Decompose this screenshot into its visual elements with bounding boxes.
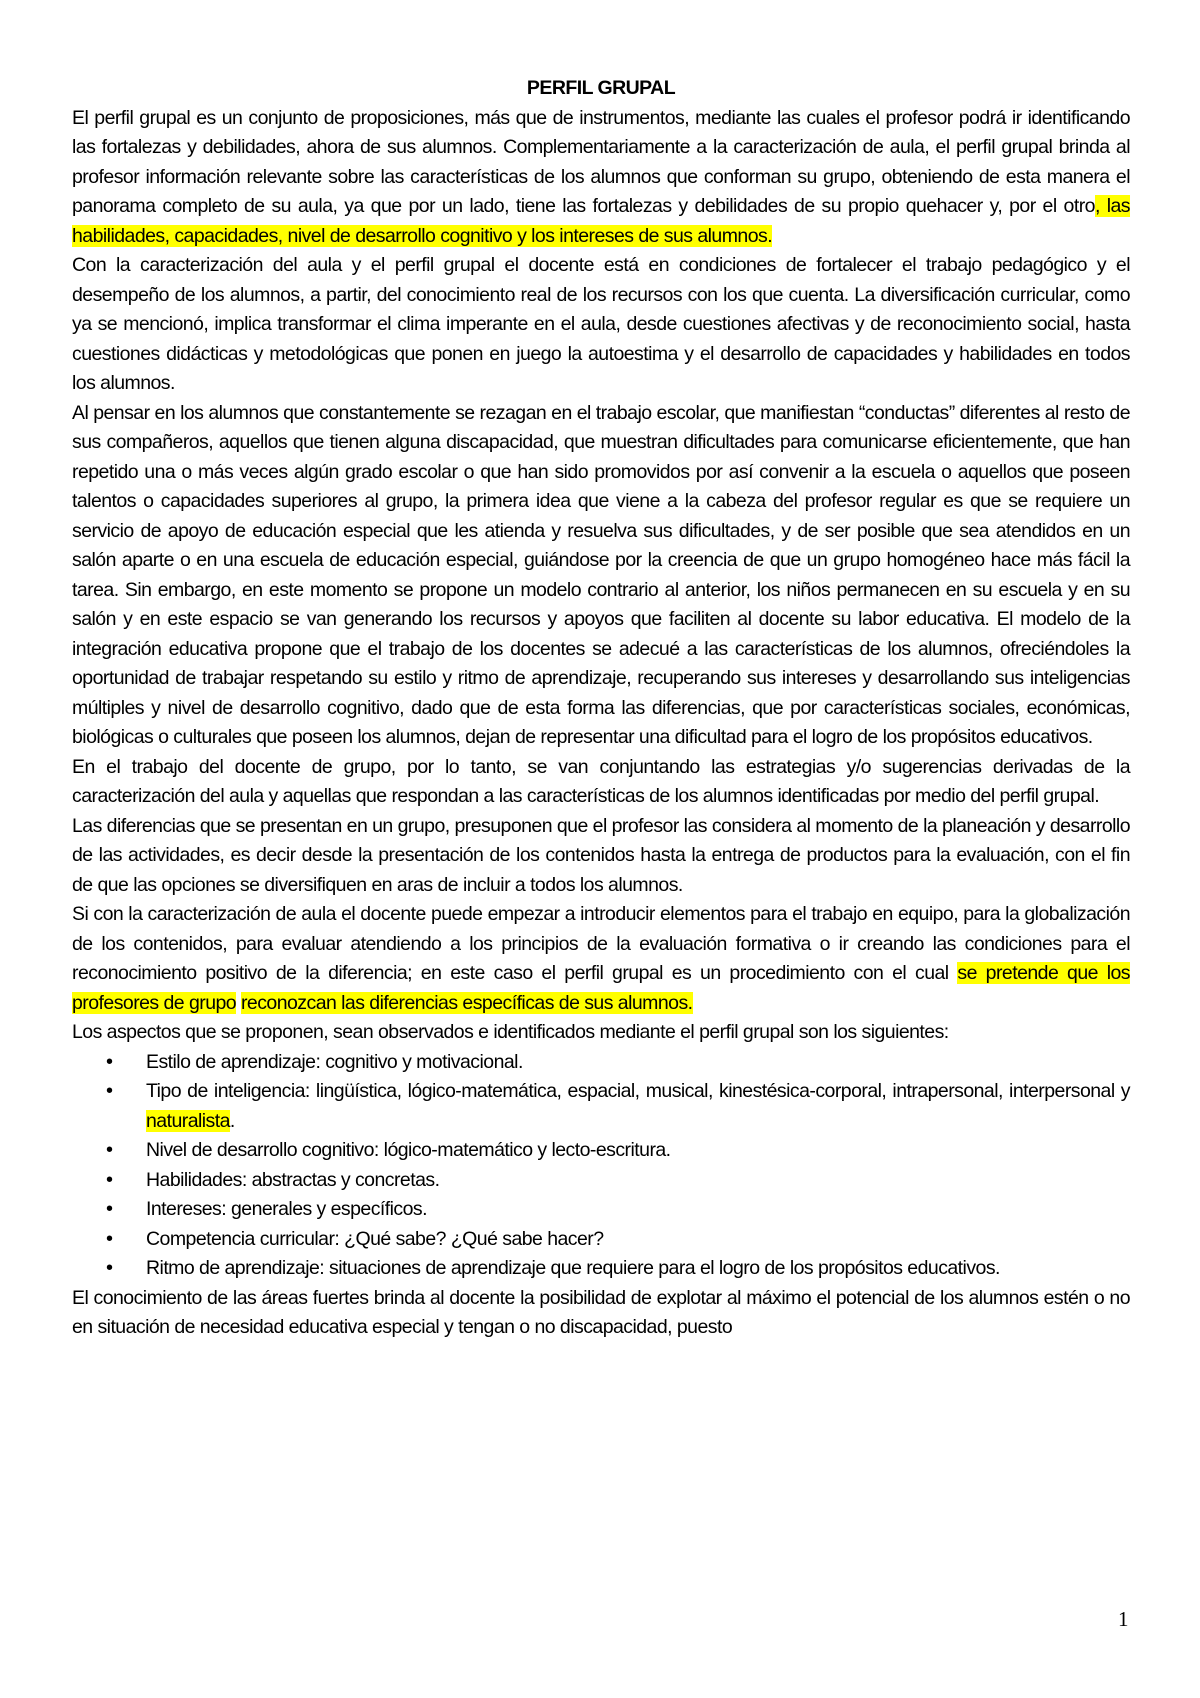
- paragraph-1: [72, 104, 1130, 252]
- list-item-text: Intereses: generales y específicos.: [146, 1198, 427, 1220]
- list-item: [72, 1048, 1130, 1078]
- paragraph-2: Con la caracterización del aula y el perfil grupal el docente está en condiciones de fortalecer el trabajo pedagógico y el desempeño de los alumnos, a partir, del conocimiento real de los recursos con los que cuenta. La diversificación curricular, como ya se mencionó, implica transformar el clima imperante en el aula, desde cuestiones afectivas y de reconocimiento social, hasta cuestiones didácticas y metodológicas que ponen en juego la autoestima y el desarrollo de capacidades y habilidades en todos los alumnos.: [72, 254, 1130, 394]
- document-page: [72, 74, 1130, 1343]
- list-item-text: Habilidades: abstractas y concretas.: [146, 1168, 440, 1191]
- list-item: [72, 1077, 1130, 1136]
- list-item: [72, 1225, 1130, 1255]
- paragraph-4: En el trabajo del docente de grupo, por lo tanto, se van conjuntando las estrategias y/o sugerencias derivadas de la caracterización del aula y aquellas que respondan a las características de los alumnos identificadas por medio del perfil grupal.: [72, 755, 1130, 807]
- highlighted-text: reconozcan las diferencias específicas de sus alumnos.: [240, 991, 693, 1014]
- bullet-icon: •: [106, 1168, 113, 1191]
- document-title: PERFIL GRUPAL: [526, 77, 676, 99]
- list-item-text: Competencia curricular: ¿Qué sabe? ¿Qué sabe hacer?: [146, 1227, 604, 1250]
- bullet-icon: •: [106, 1227, 113, 1250]
- list-item: [72, 1136, 1130, 1166]
- list-item-text: Estilo de aprendizaje: cognitivo y motivacional.: [146, 1050, 523, 1073]
- list-item: [72, 1254, 1130, 1284]
- bullet-icon: •: [106, 1257, 113, 1279]
- highlighted-text: , las habilidades, capacidades, nivel de desarrollo cognitivo y los intereses de sus alumnos.: [72, 195, 1130, 247]
- paragraph-1-text: El perfil grupal es un conjunto de proposiciones, más que de instrumentos, mediante las cuales el profesor podrá ir identificando las fortalezas y debilidades, ahora de sus alumnos. Complementariamente a la caracterización de aula, el perfil grupal brinda al profesor información relevante sobre las características de los alumnos que conforman su grupo, obteniendo de esta manera el panorama completo de su aula, ya que por un lado, tiene las fortalezas y debilidades de su propio quehacer y, por el otro: [72, 106, 1130, 217]
- paragraph-7: Los aspectos que se proponen, sean observados e identificados mediante el perfil grupal son los siguientes:: [72, 1021, 949, 1043]
- bullet-icon: •: [106, 1050, 113, 1073]
- paragraph-3: Al pensar en los alumnos que constantemente se rezagan en el trabajo escolar, que manifiestan “conductas” diferentes al resto de sus compañeros, aquellos que tienen alguna discapacidad, que muestran dificultades para comunicarse eficientemente, que han repetido una o más veces algún grado escolar o que han sido promovidos por así convenir a la escuela o aquellos que poseen talentos o capacidades superiores al grupo, la primera idea que viene a la cabeza del profesor regular es que se requiere un servicio de apoyo de educación especial que les atienda y resuelva sus dificultades, y de ser posible que sea atendidos en un salón aparte o en una escuela de educación especial, guiándose por la creencia de que un grupo homogéneo hace más fácil la tarea. Sin embargo, en este momento se propone un modelo contrario al anterior, los niños permanecen en su escuela y en su salón y en este espacio se van generando los recursos y apoyos que faciliten al docente su labor educativa. El modelo de la integración educativa propone que el trabajo de los docentes se adecué a las características de los alumnos, ofreciéndoles la oportunidad de trabajar respetando su estilo y ritmo de aprendizaje, recuperando sus intereses y desarrollando sus inteligencias múltiples y nivel de desarrollo cognitivo, dado que de esta forma las diferencias, que por características sociales, económicas, biológicas o culturales que poseen los alumnos, dejan de representar una dificultad para el logro de los propósitos educativos.: [72, 401, 1130, 748]
- list-item-text-end: .: [229, 1109, 235, 1132]
- paragraph-5: Las diferencias que se presentan en un grupo, presuponen que el profesor las considera al momento de la planeación y desarrollo de las actividades, es decir desde la presentación de los contenidos hasta la entrega de productos para la evaluación, con el fin de que las opciones se diversifiquen en aras de incluir a todos los alumnos.: [72, 814, 1130, 896]
- list-item-text: Tipo de inteligencia: lingüística, lógico-matemática, espacial, musical, kinestésica-corporal, intrapersonal, interpersonal y: [146, 1080, 1130, 1102]
- aspects-list: [72, 1048, 1130, 1284]
- paragraph-8: El conocimiento de las áreas fuertes brinda al docente la posibilidad de explotar al máximo el potencial de los alumnos estén o no en situación de necesidad educativa especial y tengan o no discapacidad, puesto: [72, 1286, 1130, 1338]
- list-item-text: Ritmo de aprendizaje: situaciones de aprendizaje que requiere para el logro de los propósitos educativos.: [146, 1257, 1000, 1279]
- bullet-icon: •: [106, 1198, 113, 1220]
- highlighted-text: se pretende que los profesores de grupo: [72, 962, 1130, 1014]
- list-item-text: Nivel de desarrollo cognitivo: lógico-matemático y lecto-escritura.: [146, 1139, 671, 1161]
- paragraph-6: [72, 900, 1130, 1018]
- list-item: [72, 1195, 1130, 1225]
- list-item: [72, 1166, 1130, 1196]
- bullet-icon: •: [106, 1139, 113, 1161]
- page-number: 1: [1118, 1607, 1129, 1631]
- bullet-icon: •: [106, 1080, 113, 1102]
- highlighted-text: naturalista: [146, 1109, 230, 1132]
- paragraph-6-text: Si con la caracterización de aula el docente puede empezar a introducir elementos para el trabajo en equipo, para la globalización de los contenidos, para evaluar atendiendo a los principios de la evaluación formativa o ir creando las condiciones para el reconocimiento positivo de la diferencia; en este caso el perfil grupal es un procedimiento con el cual: [72, 903, 1130, 984]
